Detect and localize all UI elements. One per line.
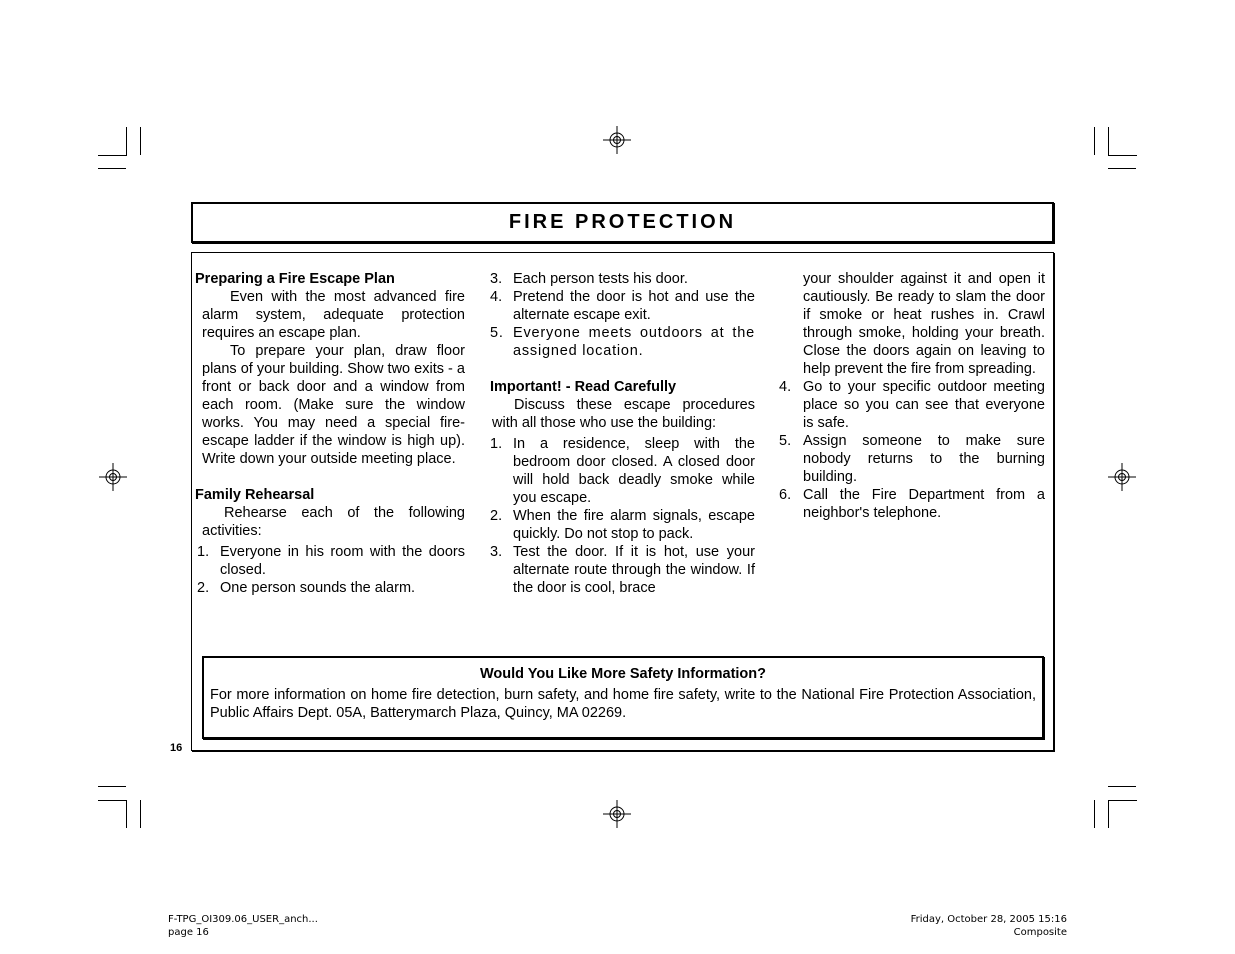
footer-plate: Composite [1013, 927, 1067, 938]
list-item [488, 507, 755, 543]
registration-mark-icon [603, 800, 631, 828]
crop-mark [126, 800, 127, 828]
section-heading: Important! - Read Carefully [490, 379, 677, 395]
list-text: Each person tests his door. [513, 271, 688, 287]
registration-mark-icon [603, 126, 631, 154]
column-3 [777, 270, 1045, 522]
list-text: One person sounds the alarm. [220, 580, 416, 596]
safety-info-box [202, 656, 1044, 739]
list-number: 6. [779, 487, 792, 503]
list-item [488, 270, 755, 288]
section-heading: Preparing a Fire Escape Plan [195, 271, 395, 287]
list-number: 5. [490, 325, 504, 341]
crop-mark [98, 800, 127, 801]
crop-mark [1108, 786, 1136, 787]
list-number: 2. [490, 508, 503, 524]
column-1 [195, 270, 465, 597]
footer-left [168, 913, 318, 939]
numbered-list [488, 270, 755, 360]
list-item [777, 486, 1045, 522]
paragraph: Rehearse each of the following activities: [202, 505, 465, 539]
footer-date: Friday, October 28, 2005 15:16 [910, 914, 1067, 925]
section-heading: Family Rehearsal [195, 487, 315, 503]
footer-right [911, 913, 1067, 939]
paragraph: Discuss these escape procedures with all those who use the building: [492, 397, 755, 431]
list-number: 1. [490, 436, 503, 452]
list-item [488, 435, 755, 507]
list-number: 3. [490, 544, 503, 560]
list-number: 4. [779, 379, 792, 395]
numbered-list [195, 543, 465, 597]
registration-mark-icon [1108, 463, 1136, 491]
footer-filename: F-TPG_OI309.06_USER_anch... [168, 914, 318, 925]
list-text: Everyone meets outdoors at the assigned location. [513, 325, 755, 359]
page-title: FIRE PROTECTION [508, 211, 737, 233]
list-number: 3. [490, 271, 503, 287]
crop-mark [98, 168, 126, 169]
column-2 [488, 270, 755, 597]
list-number: 5. [779, 433, 792, 449]
list-text: Go to your specific outdoor meeting place so you can see that everyone is safe. [803, 379, 1045, 431]
list-text: Assign someone to make sure nobody returns to the burning building. [803, 433, 1045, 485]
crop-mark [1108, 127, 1109, 155]
list-text: Everyone in his room with the doors closed. [220, 544, 465, 578]
list-item [777, 378, 1045, 432]
crop-mark [1094, 127, 1095, 155]
list-number: 4. [490, 289, 503, 305]
crop-mark [1108, 800, 1137, 801]
footer-page: page 16 [168, 927, 209, 938]
numbered-list [488, 435, 755, 597]
info-text: For more information on home fire detection, burn safety, and home fire safety, write to the National Fire Protection Association, Public Affairs Dept. 05A, Batterymarch Plaza, Quincy, MA 02269. [210, 687, 1036, 721]
crop-mark [140, 800, 141, 828]
list-item [195, 543, 465, 579]
list-item [488, 288, 755, 324]
page-number: 16 [170, 742, 183, 754]
paragraph: your shoulder against it and open it cautiously. Be ready to slam the door if smoke or heat rushes in. Crawl through smoke, holding your breath. Close the doors again on leaving to help prevent the fire from spreading. [803, 271, 1045, 377]
list-item [488, 324, 755, 360]
crop-mark [1108, 168, 1136, 169]
crop-mark [98, 155, 127, 156]
list-text: Pretend the door is hot and use the alternate escape exit. [513, 289, 755, 323]
list-number: 2. [197, 580, 210, 596]
registration-mark-icon [99, 463, 127, 491]
list-text: When the fire alarm signals, escape quickly. Do not stop to pack. [513, 508, 755, 542]
paragraph: Even with the most advanced fire alarm system, adequate protection requires an escape plan. [202, 289, 465, 341]
crop-mark [1108, 155, 1137, 156]
crop-mark [98, 786, 126, 787]
list-text: In a residence, sleep with the bedroom door closed. A closed door will hold back deadly smoke while you escape. [513, 436, 755, 506]
crop-mark [1094, 800, 1095, 828]
title-box [191, 202, 1054, 243]
crop-mark [140, 127, 141, 155]
list-item [488, 543, 755, 597]
info-title: Would You Like More Safety Information? [480, 666, 766, 682]
list-text: Call the Fire Department from a neighbor's telephone. [803, 487, 1045, 521]
crop-mark [126, 127, 127, 155]
list-number: 1. [197, 544, 210, 560]
list-text: Test the door. If it is hot, use your alternate route through the window. If the door is cool, brace [513, 544, 755, 596]
crop-mark [1108, 800, 1109, 828]
numbered-list [777, 378, 1045, 522]
paragraph: To prepare your plan, draw floor plans of your building. Show two exits - a front or back door and a window from each room. (Make sure the window works. You may need a special fire-escape ladder if the window is high up). Write down your outside meeting place. [202, 343, 465, 467]
list-item [195, 579, 465, 597]
list-item [777, 432, 1045, 486]
